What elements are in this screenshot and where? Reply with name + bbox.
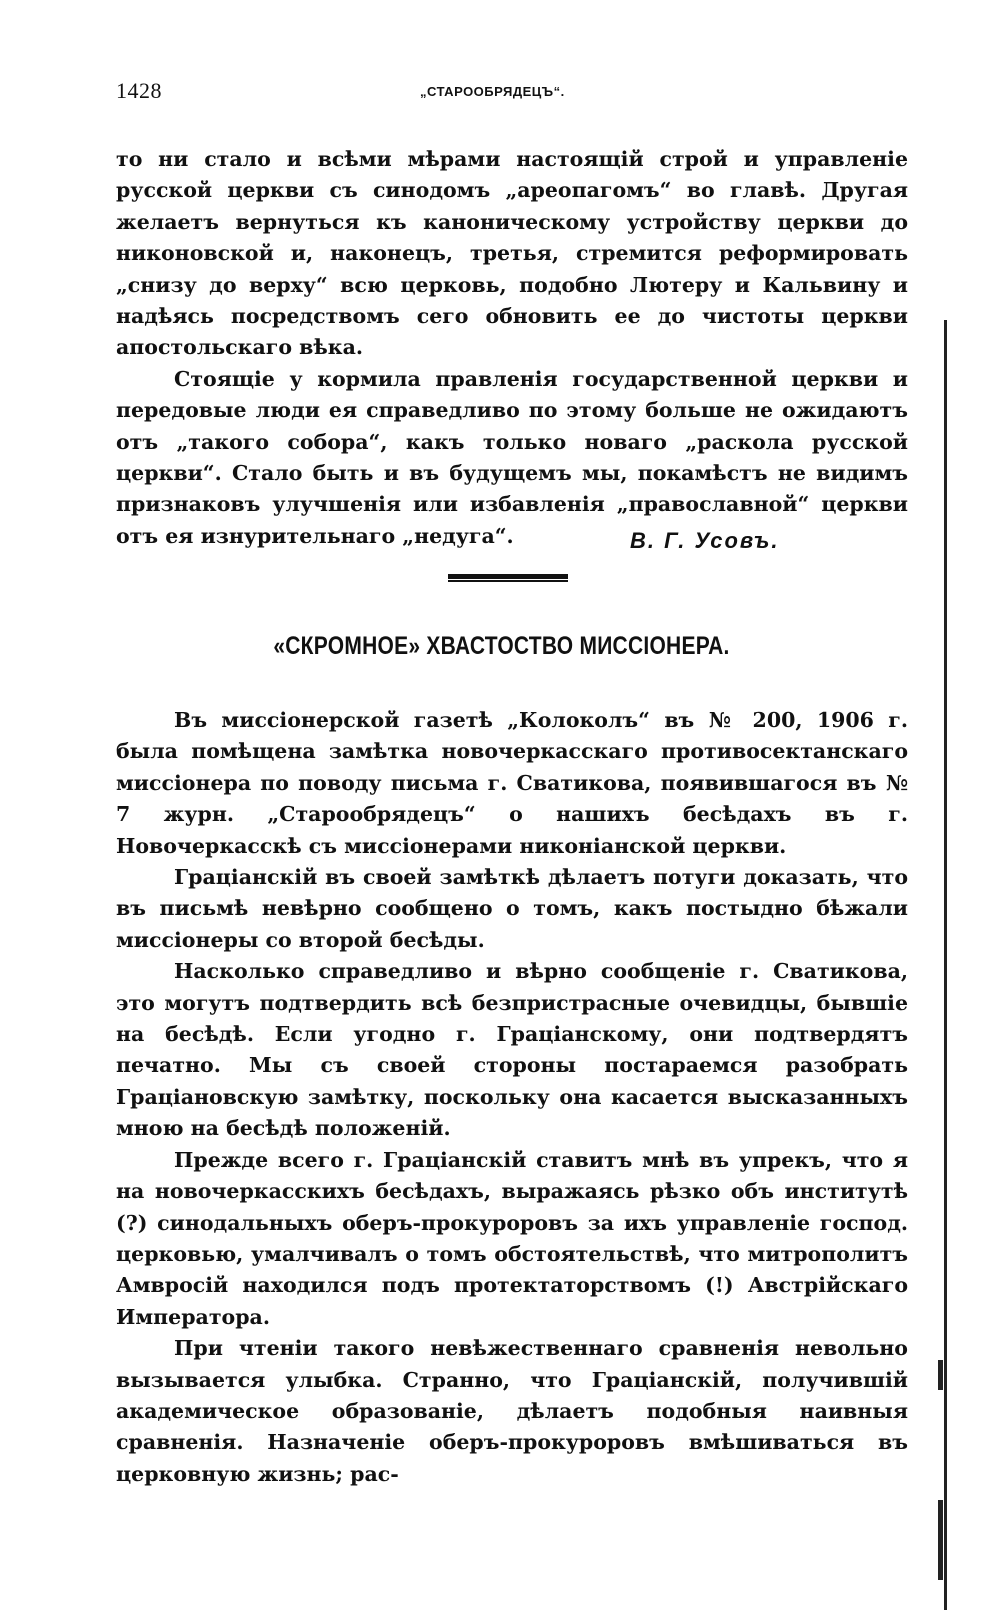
paragraph: Насколько справедливо и вѣрно сообщеніе г. Сватикова, это могутъ подтвердить всѣ безпристрасные очевидцы, бывшіе на бесѣдѣ. Если угодно г. Граціанскому, они подтвердятъ печатно. Мы съ своей стороны постараемся разобрать Граціановскую замѣтку, поскольку она касается высказанныхъ мною на бесѣдѣ положеній.: [116, 959, 908, 1141]
paragraph: Стоящіе у кормила правленія государственной церкви и передовые люди ея справедливо по этому больше не ожидаютъ отъ „такого собора“, какъ только новаго „раскола русской церкви“. Стало быть и въ будущемъ мы, покамѣстъ не видимъ признаковъ улучшенія или избавленія „православной“ церкви отъ ея изнурительнаго „недуга“.: [116, 366, 908, 548]
article-body: [116, 705, 908, 1490]
paragraph: то ни стало и всѣми мѣрами настоящій строй и управленіе русской церкви съ синодомъ „ареопагомъ“ во главѣ. Другая желаетъ вернуться къ каноническому устройству церкви до никоновской и, наконецъ, третья, стремится реформировать „снизу до верху“ всю церковь, подобно Лютеру и Кальвину и надѣясь посредствомъ сего обновить ее до чистоты церкви апостольскаго вѣка.: [116, 147, 908, 360]
section-divider: [448, 574, 568, 582]
article-title: «СКРОМНОЕ» ХВАСТОСТВО МИССІОНЕРА.: [273, 632, 730, 660]
paragraph: При чтеніи такого невѣжественнаго сравненія невольно вызывается улыбка. Странно, что Граціанскій, получившій академическое образованіе, дѣлаетъ подобныя наивныя сравненія. Назначеніе оберъ-прокуроровъ вмѣшиваться въ церковную жизнь; рас-: [116, 1336, 908, 1486]
page-edge-mark: [938, 1360, 943, 1390]
page-number: 1428: [116, 78, 162, 103]
author-signature: В. Г. Усовъ.: [630, 528, 780, 553]
page-header: [116, 78, 916, 110]
paragraph: Въ миссіонерской газетѣ „Колоколъ“ въ № 200, 1906 г. была помѣщена замѣтка новочеркасскаго противосектанскаго миссіонера по поводу письма г. Сватикова, появившагося въ № 7 журн. „Старообрядецъ“ о нашихъ бесѣдахъ въ г. Новочеркасскѣ съ миссіонерами никоніанской церкви.: [116, 708, 908, 858]
running-title: „СТАРООБРЯДЕЦЪ“.: [420, 84, 565, 99]
page-edge-mark: [938, 1500, 943, 1580]
paragraph: Граціанскій въ своей замѣткѣ дѣлаетъ потуги доказать, что въ письмѣ невѣрно сообщено о томъ, какъ постыдно бѣжали миссіонеры со второй бесѣды.: [116, 865, 908, 952]
article-end-body: [116, 144, 908, 552]
paragraph: Прежде всего г. Граціанскій ставитъ мнѣ въ упрекъ, что я на новочеркасскихъ бесѣдахъ, выражаясь рѣзко объ институтѣ (?) синодальныхъ оберъ-прокуроровъ за ихъ управленіе господ. церковью, умалчивалъ о томъ обстоятельствѣ, что митрополитъ Амвросій находился подъ протектаторствомъ (!) Австрійскаго Императора.: [116, 1147, 908, 1329]
page-edge-line: [944, 320, 947, 1610]
